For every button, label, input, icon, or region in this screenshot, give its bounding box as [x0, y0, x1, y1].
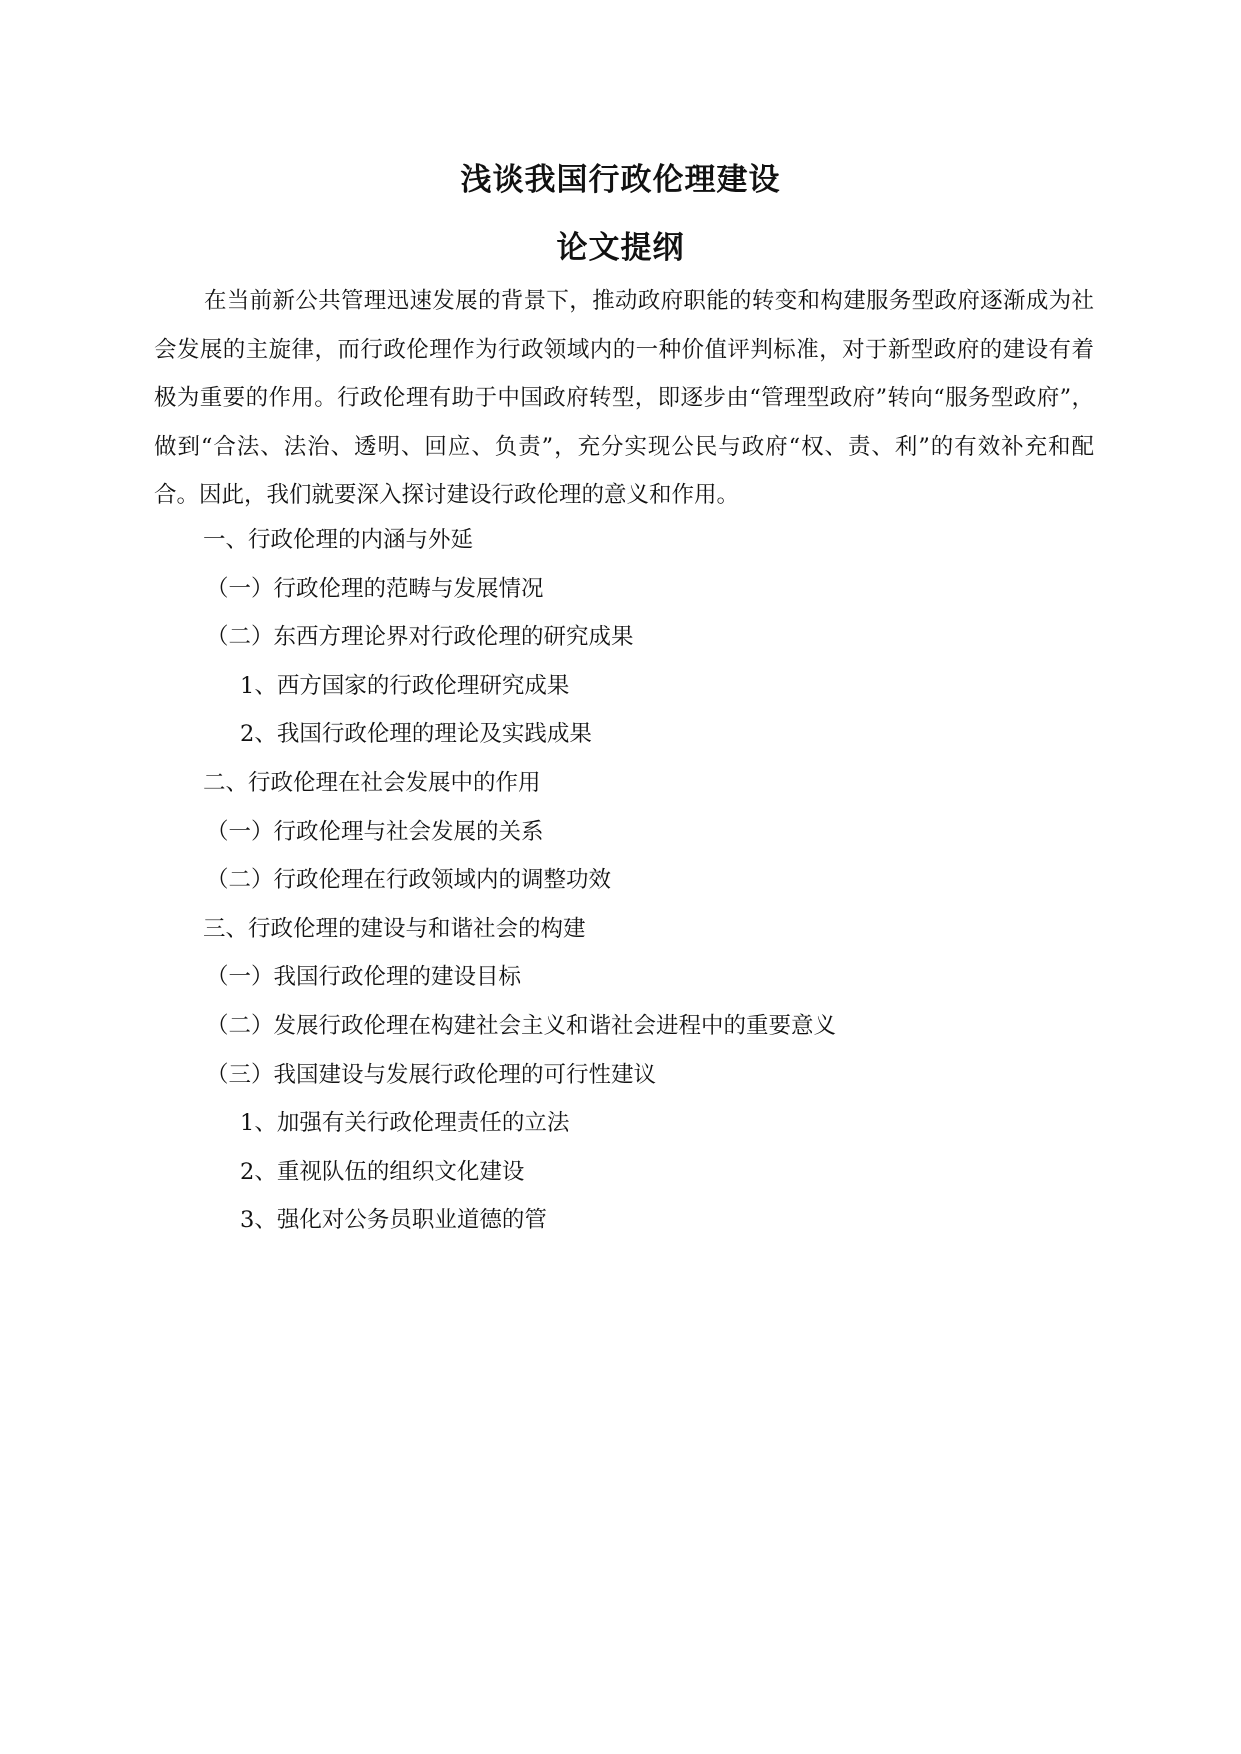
intro-paragraph: 在当前新公共管理迅速发展的背景下，推动政府职能的转变和构建服务型政府逐渐成为社会发展的主旋律，而行政伦理作为行政领域内的一种价值评判标准，对于新型政府的建设有着极为重要的作用。行政伦理有助于中国政府转型，即逐步由“管理型政府”转向“服务型政府”，做到“合法、法治、透明、回应、负责”，充分实现公民与政府“权、责、利”的有效补充和配合。因此，我们就要深入探讨建设行政伦理的意义和作用。 [154, 288, 1094, 509]
outline-item: 三、行政伦理的建设与和谐社会的构建 [203, 915, 586, 942]
outline-item: 2、我国行政伦理的理论及实践成果 [240, 721, 592, 748]
outline-list [0, 516, 1241, 1245]
outline-item: （二）发展行政伦理在构建社会主义和谐社会进程中的重要意义 [206, 1012, 837, 1039]
outline-item: 一、行政伦理的内涵与外延 [203, 527, 474, 553]
outline-item: 1、西方国家的行政伦理研究成果 [240, 672, 570, 699]
outline-item: （二）行政伦理在行政领域内的调整功效 [206, 867, 612, 894]
outline-item: 1、加强有关行政伦理责任的立法 [240, 1110, 570, 1137]
outline-item: （一）行政伦理与社会发展的关系 [206, 818, 544, 845]
outline-item: （三）我国建设与发展行政伦理的可行性建议 [206, 1061, 657, 1088]
document-subtitle: 论文提纲 [556, 230, 685, 266]
outline-item: 2、重视队伍的组织文化建设 [240, 1158, 525, 1185]
outline-item: （二）东西方理论界对行政伦理的研究成果 [206, 624, 634, 651]
outline-item: 3、强化对公务员职业道德的管 [240, 1207, 547, 1234]
outline-item: （一）我国行政伦理的建设目标 [206, 964, 522, 991]
outline-item: （一）行政伦理的范畴与发展情况 [206, 575, 544, 602]
outline-item: 二、行政伦理在社会发展中的作用 [203, 769, 541, 796]
document-title: 浅谈我国行政伦理建设 [460, 162, 781, 198]
